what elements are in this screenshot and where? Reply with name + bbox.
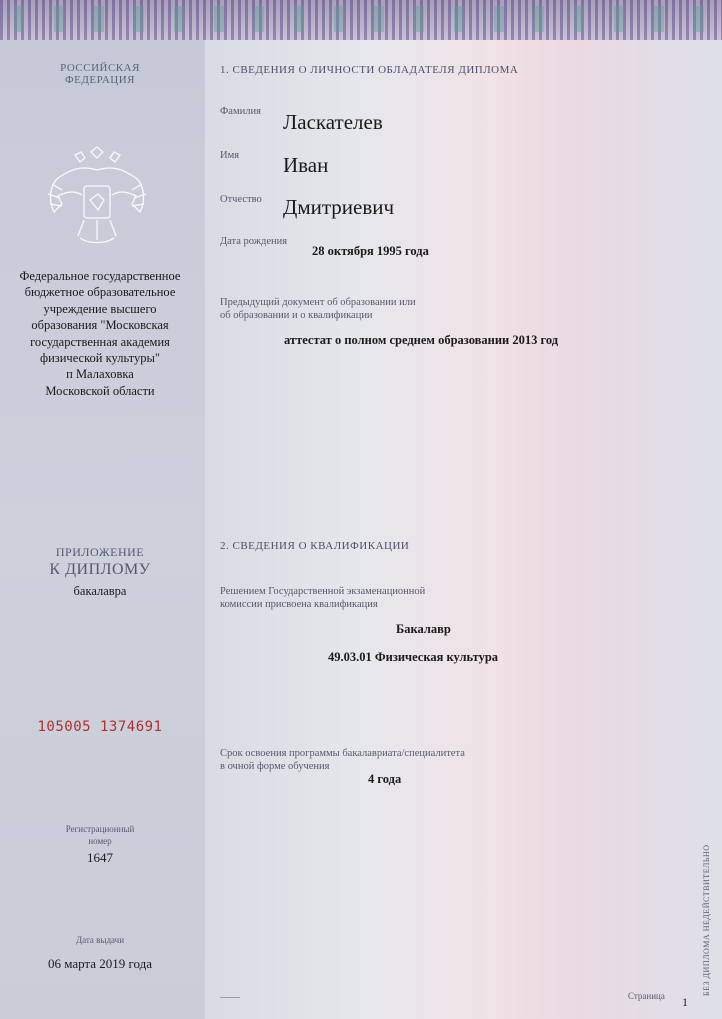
patronymic-label: Отчество <box>220 194 262 205</box>
patronymic-value: Дмитриевич <box>283 195 395 219</box>
previous-document-label <box>220 296 416 322</box>
institution-line: образования "Московская <box>31 318 169 333</box>
decorative-top-border <box>0 0 722 40</box>
institution-line: Федеральное государственное <box>19 269 181 283</box>
country-line-1: РОССИЙСКАЯ <box>60 62 140 74</box>
study-duration-label <box>220 747 465 773</box>
section-2-title: 2. СВЕДЕНИЯ О КВАЛИФИКАЦИИ <box>220 540 410 552</box>
page-label: Страница <box>628 991 665 1001</box>
specialty-value: 49.03.01 Физическая культура <box>328 650 499 664</box>
issue-date: 06 марта 2019 года <box>47 956 153 971</box>
previous-document-value: аттестат о полном среднем образовании 2013 год <box>284 333 559 347</box>
registration-number: 1647 <box>87 850 113 865</box>
validity-note: БЕЗ ДИПЛОМА НЕДЕЙСТВИТЕЛЬНО <box>702 844 711 996</box>
appendix-line-1: ПРИЛОЖЕНИЕ <box>55 545 145 559</box>
birth-date-label: Дата рождения <box>220 236 288 247</box>
coat-of-arms-icon <box>40 140 155 255</box>
institution-line: п Малаховка <box>66 367 134 382</box>
commission-decision-label <box>220 585 425 611</box>
study-duration-value: 4 года <box>368 772 402 786</box>
name-label: Имя <box>220 150 240 161</box>
surname-value: Ласкателев <box>283 110 383 134</box>
name-value: Иван <box>283 153 329 177</box>
registration-label-line-2: номер <box>88 836 112 846</box>
institution-name <box>0 268 200 399</box>
institution-line: бюджетное образовательное <box>24 285 176 300</box>
institution-line: учреждение высшего <box>43 301 157 316</box>
institution-line: Московской области <box>45 383 155 398</box>
issue-date-label: Дата выдачи <box>75 935 125 945</box>
page-number: 1 <box>682 995 688 1009</box>
serial-number: 105005 1374691 <box>37 719 163 735</box>
birth-date-value: 28 октября 1995 года <box>312 244 429 258</box>
institution-line: государственная академия <box>30 334 170 349</box>
qualification-value: Бакалавр <box>396 622 451 636</box>
degree-level: бакалавра <box>73 584 127 598</box>
registration-label-line-1: Регистрационный <box>65 824 135 834</box>
border-pattern <box>0 6 722 32</box>
country-name <box>0 62 200 86</box>
commission-decision-line-2: комиссии присвоена квалификация <box>220 599 378 610</box>
commission-decision-line-1: Решением Государственной экзаменационной <box>220 586 426 597</box>
institution-line: физической культуры" <box>40 351 160 366</box>
previous-document-label-line-2: об образовании и о квалификации <box>220 310 373 321</box>
appendix-title <box>0 545 200 599</box>
registration-label <box>0 823 200 847</box>
surname-label: Фамилия <box>220 106 261 117</box>
previous-document-label-line-1: Предыдущий документ об образовании или <box>220 297 416 308</box>
footer-dash <box>220 997 240 998</box>
country-line-2: ФЕДЕРАЦИЯ <box>64 74 135 86</box>
section-1-title: 1. СВЕДЕНИЯ О ЛИЧНОСТИ ОБЛАДАТЕЛЯ ДИПЛОМА <box>220 64 519 76</box>
appendix-line-2: К ДИПЛОМУ <box>49 561 151 578</box>
study-duration-line-1: Срок освоения программы бакалавриата/специалитета <box>220 748 465 759</box>
study-duration-line-2: в очной форме обучения <box>220 761 330 772</box>
